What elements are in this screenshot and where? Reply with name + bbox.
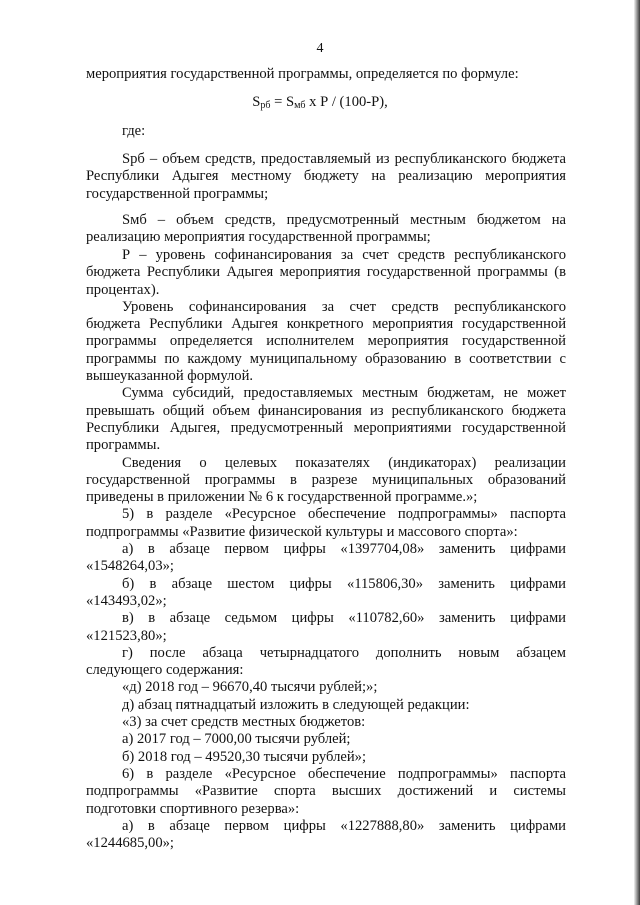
text-line: мероприятия государственной программы, определяется по формуле:	[86, 66, 519, 82]
text-line: бюджета Республики Адыгея мероприятия государственной программы (в	[86, 264, 566, 281]
text-line: приведены в приложении № 6 к государственной программе.»;	[86, 489, 478, 506]
text-line: государственной программы;	[86, 185, 269, 202]
text-line: подпрограммы «Развитие физической культуры и массового спорта»:	[86, 523, 518, 540]
text-line: б) 2018 год – 49520,30 тысячи рублей»;	[122, 748, 367, 765]
text-line: в) в абзаце седьмом цифры «110782,60» заменить цифрами	[122, 610, 566, 627]
text-line: Уровень софинансирования за счет средств республиканского	[122, 298, 566, 315]
formula: $S_{рб} = S_{мб}$ x Р / (100-Р),	[252, 94, 388, 111]
text-line: подпрограммы «Развитие спорта высших достижений и системы	[86, 783, 566, 800]
text-line: программы по каждому муниципальному образованию в соответствии с	[86, 350, 566, 367]
text-line: б) в абзаце шестом цифры «115806,30» заменить цифрами	[122, 575, 566, 592]
text-line: государственной программы в разрезе муниципальных образований	[86, 471, 566, 488]
text-line: 6) в разделе «Ресурсное обеспечение подпрограммы» паспорта	[122, 765, 566, 782]
text-line: «1244685,00»;	[86, 835, 174, 852]
text-line: 5) в разделе «Ресурсное обеспечение подпрограммы» паспорта	[122, 506, 566, 523]
text-line: Sмб – объем средств, предусмотренный местным бюджетом на	[122, 212, 566, 228]
text-line: д) абзац пятнадцатый изложить в следующей редакции:	[122, 696, 470, 713]
text-line: программы определяется исполнителем мероприятия государственной	[86, 333, 566, 350]
text-line: Сумма субсидий, предоставляемых местным бюджетам, не может	[122, 385, 566, 402]
text-line: где:	[122, 123, 146, 139]
text-line: превышать общий объем финансирования из республиканского бюджета	[86, 402, 566, 419]
text-line: «1548264,03»;	[86, 558, 174, 575]
text-line: «143493,02»;	[86, 592, 167, 609]
text-line: подготовки спортивного резерва»:	[86, 800, 300, 817]
text-line: Р – уровень софинансирования за счет средств республиканского	[122, 247, 566, 263]
text-line: Республики Адыгея, предусмотренный мероприятиями государственной	[86, 419, 566, 436]
text-line: «121523,80»;	[86, 627, 167, 644]
text-line: Сведения о целевых показателях (индикаторах) реализации	[122, 454, 566, 471]
paragraph-where	[86, 123, 566, 140]
text-line: реализацию мероприятия государственной программы;	[86, 229, 431, 246]
text-line: процентах).	[86, 281, 160, 298]
text-line: г) после абзаца четырнадцатого дополнить новым абзацем	[122, 644, 566, 661]
text-line: а) 2017 год – 7000,00 тысячи рублей;	[122, 731, 351, 748]
paragraph-body	[86, 247, 566, 852]
text-line: бюджета Республики Адыгея конкретного мероприятия государственной	[86, 316, 566, 333]
paragraph-intro	[86, 66, 566, 83]
text-line: а) в абзаце первом цифры «1397704,08» заменить цифрами	[122, 541, 566, 558]
text-line: а) в абзаце первом цифры «1227888,80» заменить цифрами	[122, 817, 566, 834]
text-line: «3) за счет средств местных бюджетов:	[122, 714, 366, 731]
text-line: «д) 2018 год – 96670,40 тысячи рублей;»;	[122, 679, 378, 696]
page-number: 4	[316, 41, 324, 56]
text-line: вышеуказанной формулой.	[86, 368, 254, 385]
text-line: следующего содержания:	[86, 662, 244, 679]
paragraph-smb	[86, 212, 566, 247]
text-line: Республики Адыгея местному бюджету на реализацию мероприятия	[86, 168, 566, 185]
text-line: программы.	[86, 437, 161, 454]
paragraph-srb	[86, 151, 566, 203]
text-line: Sрб – объем средств, предоставляемый из республиканского бюджета	[122, 151, 566, 167]
scan-edge-shadow	[634, 0, 640, 905]
